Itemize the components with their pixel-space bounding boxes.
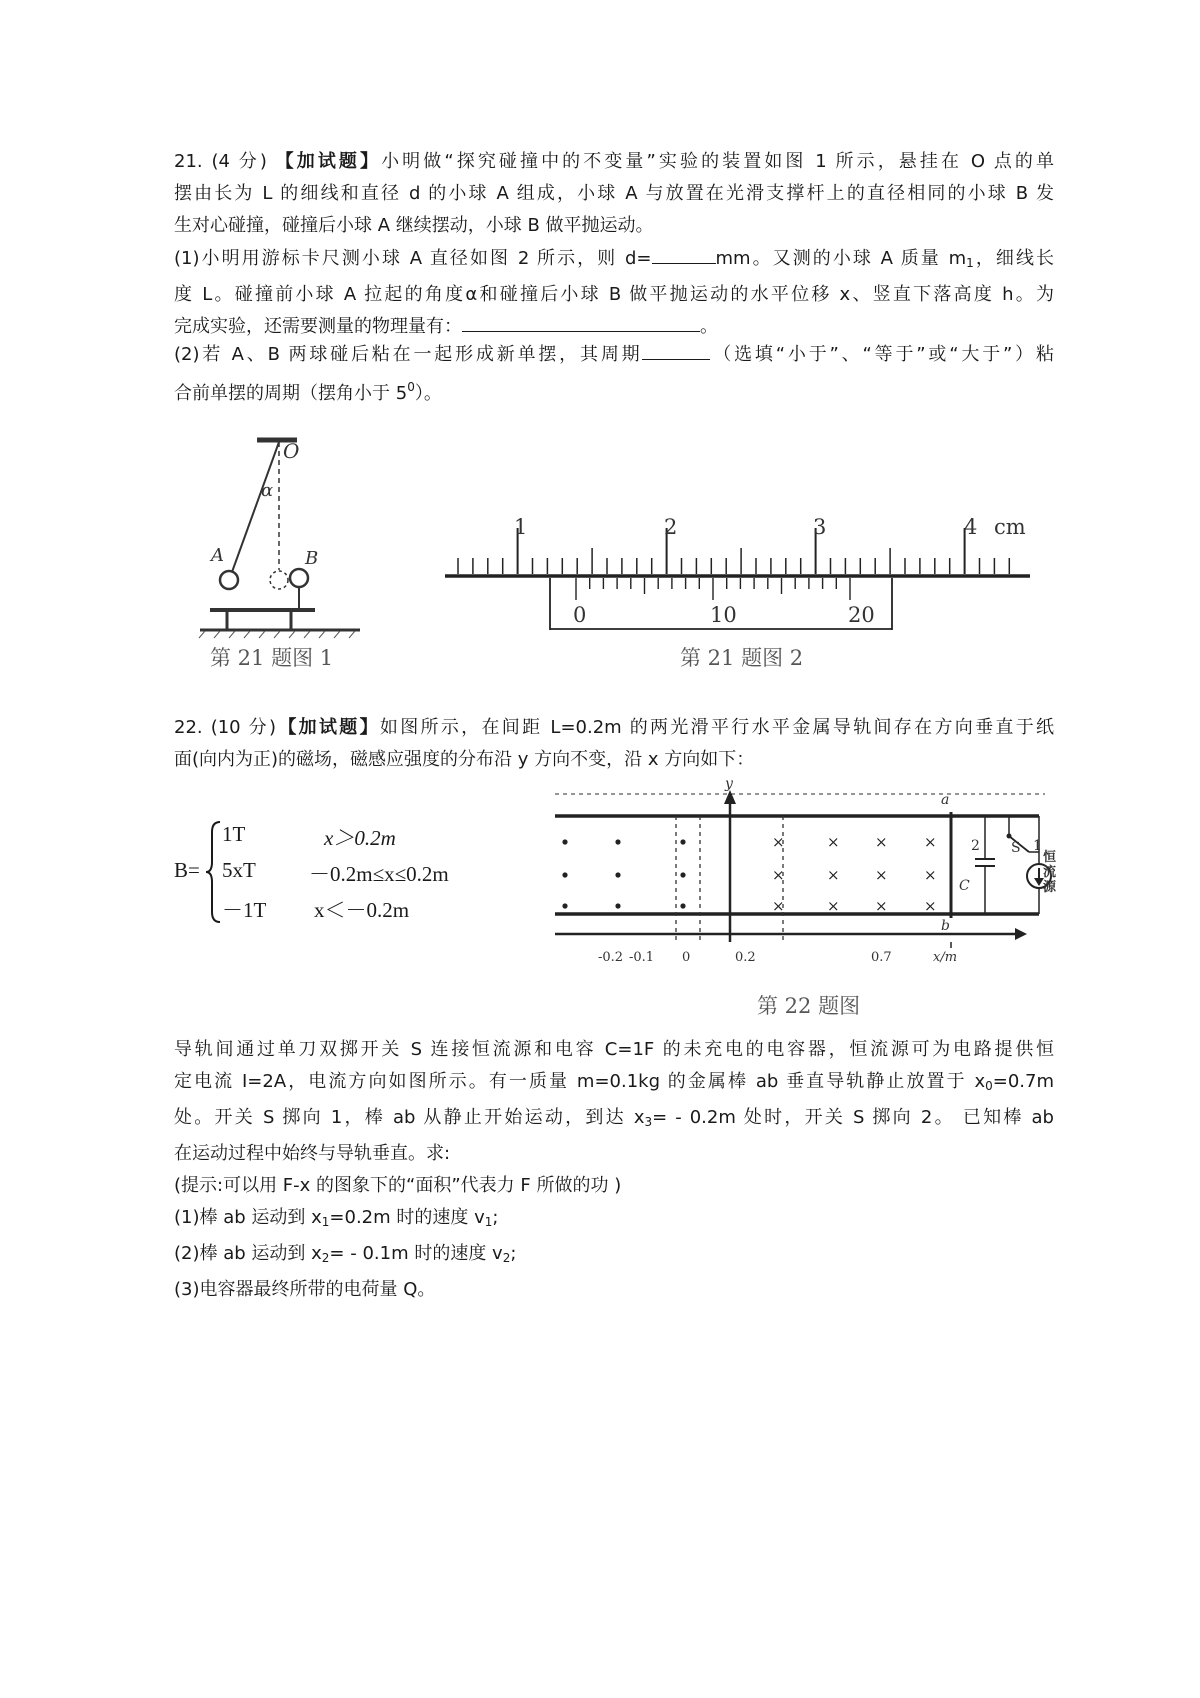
q22-sub1 — [174, 1202, 1054, 1238]
field-in-cross: × — [924, 833, 937, 851]
pendulum-string — [232, 442, 279, 572]
figure-22-caption: 第 22 题图 — [757, 994, 861, 1018]
q22-tag: 【加试题】 — [276, 717, 380, 738]
vernier-label-10: 10 — [710, 603, 737, 627]
ball-b — [290, 569, 308, 587]
q21-part1-line1 — [174, 243, 1054, 279]
field-out-dot — [615, 839, 620, 844]
label-1: 1 — [1033, 838, 1042, 854]
q22-sub2-text-b: = - 0.1m 时的速度 v — [329, 1243, 503, 1264]
field-in-cross: × — [772, 866, 785, 884]
field-out-dot — [562, 872, 567, 877]
x-axis-label: x/m — [933, 950, 958, 965]
field-out-dot — [680, 839, 685, 844]
vernier-label-0: 0 — [573, 603, 587, 627]
q22-sub1-text-b: =0.2m 时的速度 v — [329, 1207, 485, 1228]
q22-line1 — [174, 712, 1054, 744]
field-in-cross: × — [827, 897, 840, 915]
answer-blank-quantities[interactable] — [462, 311, 700, 332]
field-in-cross: × — [827, 833, 840, 851]
label-alpha: α — [261, 480, 274, 501]
q21-line3: 生对心碰撞，碰撞后小球 A 继续摆动，小球 B 做平抛运动。 — [174, 215, 654, 236]
source-char-2: 流 — [1043, 865, 1057, 880]
q21-part2-text-a: (2)若 A、B 两球碰后粘在一起形成新单摆，其周期 — [174, 344, 643, 365]
q21-part1 — [174, 243, 1054, 343]
y-axis-arrow — [724, 790, 736, 804]
main-label-1: 1 — [514, 515, 528, 539]
ball-a — [220, 571, 238, 589]
x-axis-arrow — [1015, 928, 1027, 940]
q22-body-line3 — [174, 1102, 1054, 1138]
q22-sub1-text-c: ; — [492, 1207, 499, 1228]
unit-label: cm — [994, 515, 1026, 539]
label-c: C — [959, 878, 970, 894]
vernier-caliper-diagram — [440, 510, 1040, 645]
q21-part1-text-e: 。 — [700, 316, 718, 337]
answer-blank-d[interactable] — [652, 243, 716, 264]
q22-body-line3-text-a: 处。开关 S 掷向 1，棒 ab 从静止开始运动，到达 x — [174, 1107, 645, 1128]
main-label-3: 3 — [813, 515, 827, 539]
q21-part1-text-a: (1)小明用游标卡尺测小球 A 直径如图 2 所示，则 d= — [174, 248, 652, 269]
subscript: 2 — [321, 1251, 330, 1265]
field-in-cross: × — [772, 833, 785, 851]
ball-a-rest-position — [270, 571, 288, 589]
subscript: 0 — [985, 1079, 993, 1093]
q22-body-line2-end: =0.7m — [992, 1071, 1054, 1092]
q22-line2: 面(向内为正)的磁场，磁感应强度的分布沿 y 方向不变，沿 x 方向如下： — [174, 749, 755, 770]
label-y: y — [725, 776, 733, 792]
subscript: 1 — [966, 256, 974, 270]
q22-line1-text: 如图所示，在间距 L=0.2m 的两光滑平行水平金属导轨间存在方向垂直于纸 — [379, 717, 1055, 738]
q21-part2-text-c: 合前单摆的周期（摆角小于 5 — [174, 383, 408, 404]
tick-label-0: 0 — [682, 950, 691, 965]
field-out-dot — [615, 872, 620, 877]
label-a: A — [211, 545, 224, 566]
rail-magnetic-field-diagram — [555, 776, 1055, 990]
formula-row2-condition: －0.2m≤x≤0.2m — [309, 862, 449, 886]
formula-row3-condition: x＜－0.2m — [314, 898, 410, 922]
field-in-cross: × — [924, 866, 937, 884]
q21-part1-line2: 度 L。碰撞前小球 A 拉起的角度α和碰撞后小球 B 做平抛运动的水平位移 x、竖直下落高度 h。为 — [174, 284, 1054, 305]
vernier-label-20: 20 — [848, 603, 875, 627]
q21-part2-text-d: ）。 — [414, 383, 442, 404]
field-out-dot — [680, 903, 685, 908]
figure-21-1 — [195, 430, 375, 660]
field-in-cross: × — [924, 897, 937, 915]
field-out-dot — [562, 903, 567, 908]
q21-stem — [174, 146, 1054, 242]
switch-pivot — [1007, 834, 1012, 839]
q22-sub3: (3)电容器最终所带的电荷量 Q。 — [174, 1279, 436, 1300]
field-in-cross: × — [875, 833, 888, 851]
q21-part1-text-b: mm。又测的小球 A 质量 m — [715, 248, 967, 269]
tick-label-neg-0-2: -0.2 — [598, 950, 624, 965]
field-marks — [562, 833, 936, 915]
formula-row3-value: －1T — [222, 898, 267, 922]
q21-line1 — [174, 146, 1054, 178]
label-2: 2 — [971, 838, 980, 854]
field-in-cross: × — [875, 897, 888, 915]
q21-part2-line2 — [174, 371, 1054, 410]
q22-sub1-text-a: (1)棒 ab 运动到 x — [174, 1207, 322, 1228]
field-in-cross: × — [875, 866, 888, 884]
q21-part1-text-d: 完成实验，还需要测量的物理量有： — [174, 316, 462, 337]
q22-score: (10 分) — [210, 717, 276, 738]
label-b: b — [941, 918, 950, 934]
field-out-dot — [680, 872, 685, 877]
label-o: O — [283, 439, 300, 463]
source-char-1: 恒 — [1043, 850, 1057, 865]
main-label-4: 4 — [964, 515, 978, 539]
q21-line2: 摆由长为 L 的细线和直径 d 的小球 A 组成，小球 A 与放置在光滑支撑杆上的直径相同的小球 B 发 — [174, 183, 1054, 204]
field-in-cross: × — [827, 866, 840, 884]
tick-label-0-7: 0.7 — [871, 950, 892, 965]
current-source-label — [1043, 850, 1059, 895]
q22-sub2-text-c: ; — [510, 1243, 517, 1264]
formula-row2-value: 5xT — [222, 858, 256, 882]
q22-body-line2-text: 定电流 I=2A，电流方向如图所示。有一质量 m=0.1kg 的金属棒 ab 垂直导轨静止放置于 x — [174, 1071, 986, 1092]
formula-lhs: B= — [174, 858, 200, 882]
figure-22 — [555, 776, 1057, 990]
q22-sub2-text-a: (2)棒 ab 运动到 x — [174, 1243, 322, 1264]
q22-stem — [174, 712, 1054, 776]
q21-tag: 【加试题】 — [275, 151, 382, 172]
ground-hatching — [199, 631, 355, 638]
subscript: 1 — [321, 1215, 330, 1229]
b-field-formula — [174, 818, 504, 928]
subscript: 1 — [484, 1215, 493, 1229]
q22-number: 22. — [174, 717, 203, 738]
pendulum-diagram — [195, 430, 375, 660]
subscript: 2 — [502, 1251, 511, 1265]
field-out-dot — [615, 903, 620, 908]
tick-label-0-2: 0.2 — [735, 950, 756, 965]
q22-body — [174, 1034, 1054, 1306]
q21-part2 — [174, 339, 1054, 410]
vernier-scale-ticks — [576, 578, 850, 600]
main-scale-ticks — [458, 528, 1009, 574]
q21-part1-text-c: ，细线长 — [973, 248, 1054, 269]
q21-number: 21. — [174, 151, 203, 172]
q21-part2-line1 — [174, 339, 1054, 371]
figure-21-2-caption: 第 21 题图 2 — [680, 646, 804, 670]
q21-line1-text: 小明做“探究碰撞中的不变量”实验的装置如图 1 所示，悬挂在 O 点的单 — [381, 151, 1054, 172]
formula-brace — [204, 818, 224, 926]
q22-body-line2 — [174, 1066, 1054, 1102]
figure-21-2 — [440, 510, 1040, 645]
source-char-3: 源 — [1043, 880, 1057, 895]
label-b: B — [305, 548, 319, 569]
formula-row1-value: 1T — [222, 822, 246, 846]
q22-body-line3-text-b: = - 0.2m 处时，开关 S 掷向 2。 已知棒 ab — [652, 1107, 1054, 1128]
label-a: a — [941, 792, 950, 808]
q22-sub2 — [174, 1238, 1054, 1274]
field-in-cross: × — [772, 897, 785, 915]
superscript: 0 — [407, 380, 415, 394]
formula-row1-condition: x＞0.2m — [324, 826, 396, 850]
main-label-2: 2 — [664, 515, 678, 539]
field-out-dot — [562, 839, 567, 844]
answer-blank-period[interactable] — [642, 339, 710, 360]
subscript: 3 — [644, 1115, 653, 1129]
label-s: S — [1011, 840, 1021, 856]
tick-label-neg-0-1: -0.1 — [629, 950, 655, 965]
figure-21-1-caption: 第 21 题图 1 — [210, 646, 334, 670]
q21-part2-text-b: （选填“小于”、“等于”或“大于”）粘 — [710, 344, 1054, 365]
q22-body-line1: 导轨间通过单刀双掷开关 S 连接恒流源和电容 C=1F 的未充电的电容器，恒流源可为电路提供恒 — [174, 1039, 1054, 1060]
q22-body-line4: 在运动过程中始终与导轨垂直。求: — [174, 1143, 451, 1164]
q21-score: (4 分) — [211, 151, 267, 172]
q22-hint: (提示:可以用 F-x 的图象下的“面积”代表力 F 所做的功 ) — [174, 1175, 622, 1196]
